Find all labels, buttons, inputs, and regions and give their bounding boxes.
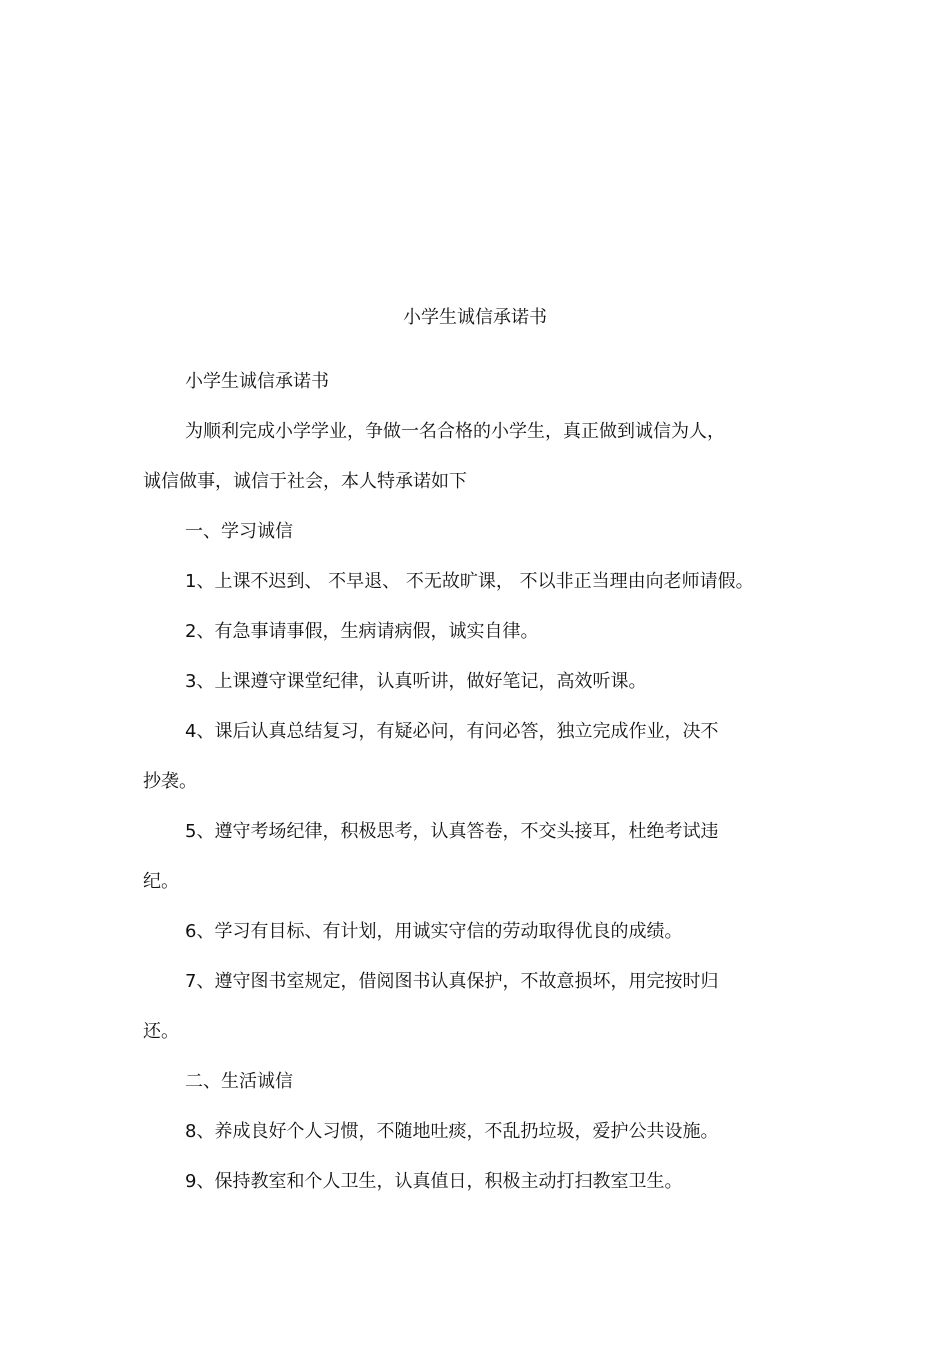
intro-line-1: 为顺利完成小学学业，争做一名合格的小学生，真正做到诚信为人， [185,421,725,442]
item-7-line-1: 7、遵守图书室规定，借阅图书认真保护，不故意损坏，用完按时归 [185,971,719,992]
item-8: 8、养成良好个人习惯，不随地吐痰，不乱扔垃圾，爱护公共设施。 [185,1121,719,1142]
item-9: 9、保持教室和个人卫生，认真值日，积极主动打扫教室卫生。 [185,1171,683,1192]
item-1: 1、上课不迟到、 不早退、 不无故旷课， 不以非正当理由向老师请假。 [185,571,754,592]
item-6: 6、学习有目标、有计划，用诚实守信的劳动取得优良的成绩。 [185,921,683,942]
item-5-line-2: 纪。 [143,871,179,892]
item-4-line-1: 4、课后认真总结复习，有疑必问，有问必答，独立完成作业，决不 [185,721,719,742]
intro-line-2: 诚信做事，诚信于社会，本人特承诺如下 [143,471,467,492]
section-heading-study: 一、学习诚信 [185,521,293,542]
item-7-line-2: 还。 [143,1021,179,1042]
item-3: 3、上课遵守课堂纪律，认真听讲，做好笔记，高效听课。 [185,671,647,692]
section-heading-life: 二、生活诚信 [185,1071,293,1092]
page-title: 小学生诚信承诺书 [403,307,547,328]
item-2: 2、有急事请事假，生病请病假，诚实自律。 [185,621,539,642]
item-4-line-2: 抄袭。 [143,771,197,792]
subtitle-line: 小学生诚信承诺书 [185,371,329,392]
item-5-line-1: 5、遵守考场纪律，积极思考，认真答卷，不交头接耳，杜绝考试违 [185,821,719,842]
